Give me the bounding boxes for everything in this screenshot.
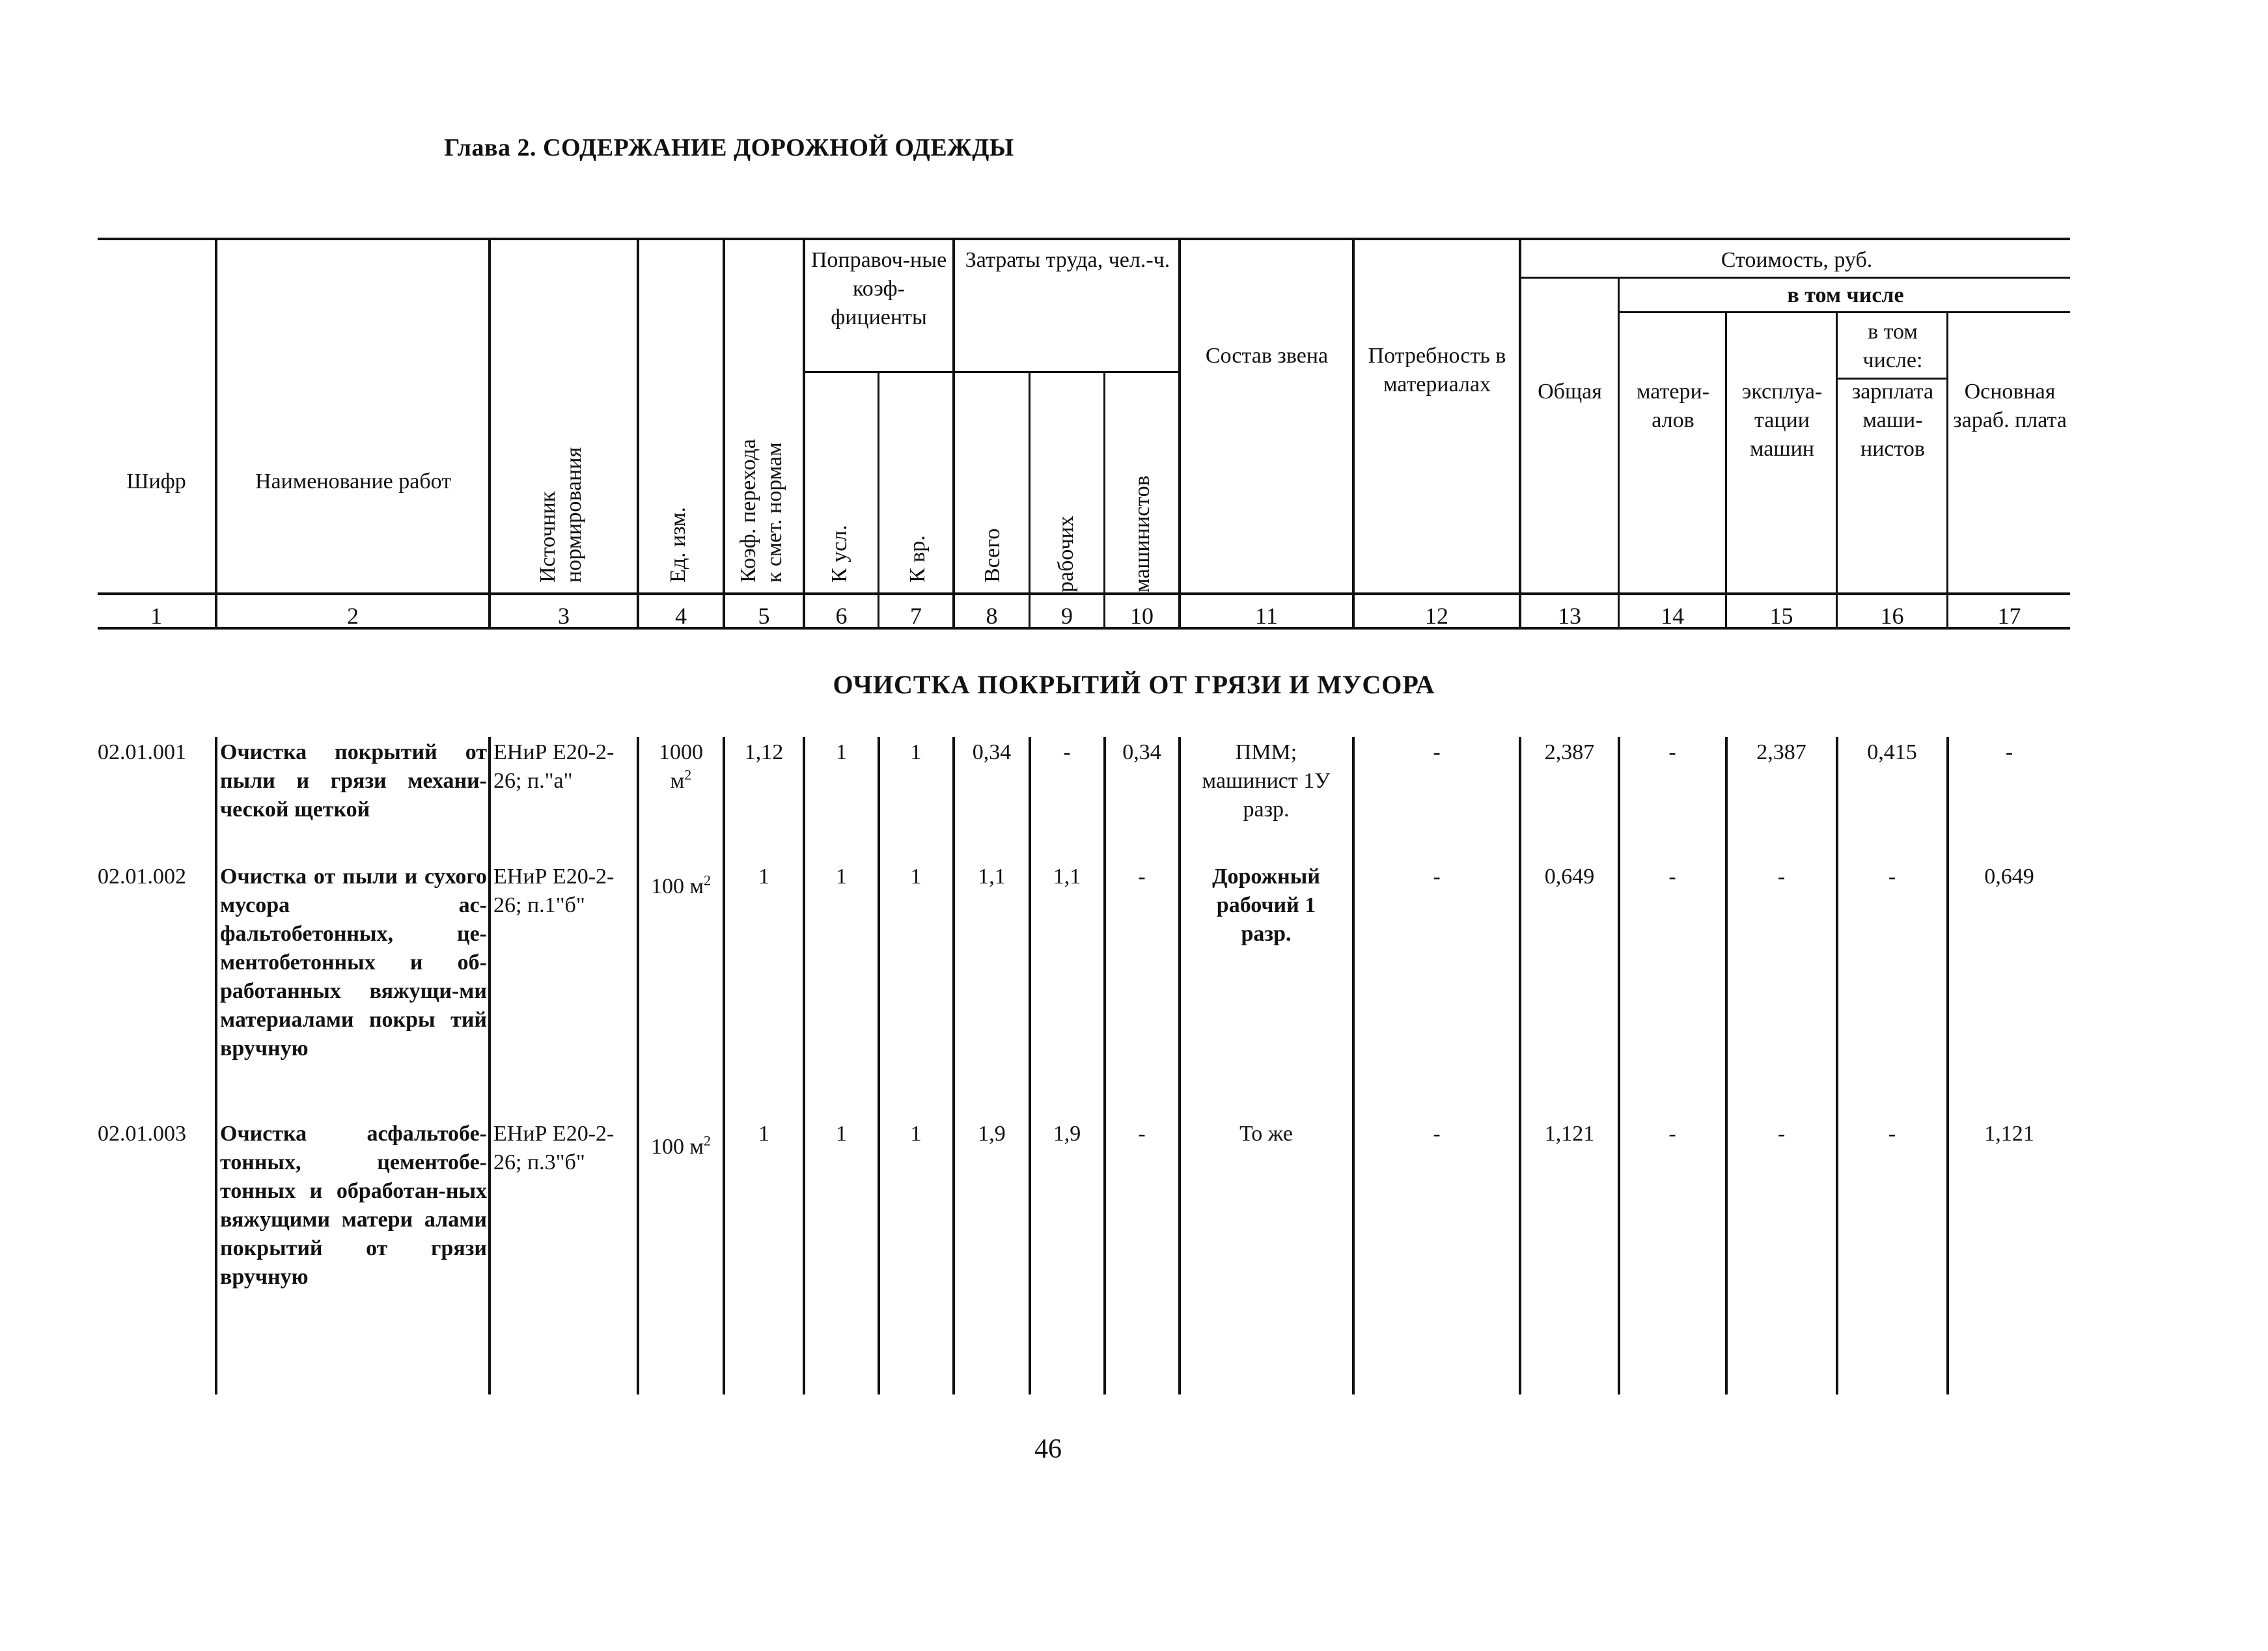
table-row-code: 02.01.003 [98,1122,186,1146]
table-row-cost-machines: - [1777,1122,1786,1146]
table-row-source: ЕНиР Е20-2-26; п.3"б" [493,1122,615,1174]
table-row-k-vr: 1 [910,740,922,764]
col-number: 17 [1997,603,2021,629]
table-row-labor-workers: 1,1 [1053,865,1081,889]
table-row-cost-base-wage: 0,649 [1984,865,2034,889]
body-divider [488,737,491,1394]
header-including: в том числе [1787,283,1904,307]
table-row-coef: 1 [758,865,769,889]
col-divider-9 [1103,371,1105,627]
header-unit: Ед. изм. [666,506,690,583]
page-number: 46 [1034,1434,1062,1464]
table-row-cost-machinist-wage: - [1888,1122,1896,1146]
body-divider [1178,737,1181,1394]
header-labor-total: Всего [980,528,1004,583]
table-row-cost-machines: 2,387 [1756,740,1806,764]
body-divider [1029,737,1031,1394]
col-number: 2 [347,603,359,629]
body-divider [1618,737,1620,1394]
table-row-labor-total: 1,1 [978,865,1006,889]
body-divider [878,737,880,1394]
col-number: 8 [986,603,998,629]
header-including-sub: в том числе: [1862,320,1923,372]
col-divider-2 [488,238,491,627]
header-k-usl: К усл. [827,525,851,583]
section-title: ОЧИСТКА ПОКРЫТИЙ ОТ ГРЯЗИ И МУСОРА [833,670,1435,699]
header-labor-workers: рабочих [1054,516,1078,592]
table-row-materials-need: - [1433,740,1441,764]
table-row-code: 02.01.002 [98,865,186,889]
col-divider-3 [637,238,639,627]
header-source: Источник нормирования [536,447,586,583]
col-divider-15 [1836,311,1838,627]
col-divider-16 [1946,311,1948,627]
table-row-labor-machinists: 0,34 [1122,740,1161,764]
col-divider-5 [803,238,805,627]
table-row-code: 02.01.001 [98,740,186,764]
header-correction-group: Поправоч-ные коэф-фициенты [810,248,947,329]
table-row-k-vr: 1 [910,1122,922,1146]
table-row-cost-base-wage: - [2005,740,2013,764]
table-row-k-usl: 1 [836,1122,847,1146]
table-row-k-usl: 1 [836,740,847,764]
table-row-name: Очистка покрытий от пыли и грязи механи-ческой щеткой [220,740,487,822]
table-row-cost-total: 0,649 [1544,865,1595,889]
header-cost-base-wage: Основная зараб. плата [1953,380,2067,432]
body-divider [1836,737,1838,1394]
col-divider-12 [1519,238,1521,627]
header-cost-group: Стоимость, руб. [1721,248,1873,272]
col-number: 4 [675,603,687,629]
table-row-cost-machinist-wage: - [1888,865,1896,889]
col-number: 12 [1425,603,1448,629]
col-divider-11 [1352,238,1355,627]
body-divider [1725,737,1728,1394]
col-number: 6 [835,603,848,629]
cost-group-subline [1520,277,2070,279]
col-divider-1 [215,238,217,627]
header-labor-group: Затраты труда, чел.-ч. [965,248,1170,272]
header-k-vr: К вр. [906,535,930,583]
table-row-labor-machinists: - [1138,865,1146,889]
table-row-cost-total: 2,387 [1544,740,1595,764]
table-row-cost-machinist-wage: 0,415 [1867,740,1917,764]
header-labor-machinists: машинистов [1130,475,1154,592]
table-row-crew: То же [1239,1122,1293,1146]
body-divider [215,737,217,1394]
table-row-crew: Дорожный рабочий 1 разр. [1212,865,1320,946]
col-divider-13 [1618,277,1620,627]
body-divider [952,737,955,1394]
header-crew: Состав звена [1205,344,1329,368]
table-row-cost-materials: - [1668,740,1676,764]
col-number: 10 [1130,603,1154,629]
header-cost-machines: эксплуа-тации машин [1741,380,1823,461]
table-row-k-vr: 1 [910,865,922,889]
col-number: 7 [910,603,922,629]
body-divider [637,737,639,1394]
table-row-name: Очистка асфальтобе-тонных, цементобе-тонных и обработан-ных вяжущими матери алами покрытий от грязи вручную [220,1122,487,1289]
body-divider [1946,737,1949,1394]
including-subline [1618,311,2070,313]
header-code: Шифр [126,469,186,493]
col-number: 9 [1061,603,1073,629]
table-row-unit: 1000 $м^2$ [659,740,703,793]
table-row-unit: 100 $м^2$ [650,1132,711,1159]
table-row-labor-machinists: - [1138,1122,1146,1146]
col-number: 5 [758,603,770,629]
col-divider-8 [1029,371,1030,627]
table-row-labor-workers: - [1063,740,1071,764]
body-divider [803,737,805,1394]
body-divider [1103,737,1106,1394]
body-divider [723,737,725,1394]
col-number: 13 [1558,603,1581,629]
table-row-k-usl: 1 [836,865,847,889]
chapter-title: Глава 2. СОДЕРЖАНИЕ ДОРОЖНОЙ ОДЕЖДЫ [444,134,1014,161]
table-row-crew: ПММ; машинист 1У разр. [1202,740,1331,822]
table-row-cost-base-wage: 1,121 [1984,1122,2034,1146]
header-cost-machinist-wage: зарплата маши-нистов [1851,380,1934,461]
header-materials-need: Потребность в материалах [1368,344,1506,396]
col-divider-4 [723,238,725,627]
header-bottom-border [98,592,2070,595]
body-divider [1519,737,1521,1394]
col-divider-6 [878,371,879,627]
table-row-cost-materials: - [1668,865,1676,889]
header-cost-materials: матери-алов [1637,380,1709,432]
header-coef: Коэф. перехода к смет. нормам [736,439,786,583]
table-row-labor-total: 0,34 [972,740,1012,764]
table-row-source: ЕНиР Е20-2-26; п.1"б" [493,865,615,917]
col-number: 1 [150,603,162,629]
col-divider-14 [1725,311,1727,627]
table-row-coef: 1,12 [744,740,784,764]
col-divider-10 [1178,238,1181,627]
table-row-labor-total: 1,9 [978,1122,1006,1146]
table-row-name: Очистка от пыли и сухого мусора ас-фальтобетонных, це-ментобетонных и об-работанных вяжущи-ми материалами покры тий вручную [220,865,487,1061]
table-row-cost-materials: - [1668,1122,1676,1146]
col-number: 16 [1880,603,1904,629]
table-row-source: ЕНиР Е20-2-26; п."а" [493,740,615,793]
header-work-name: Наименование работ [255,469,452,493]
col-number: 11 [1255,603,1278,629]
table-row-cost-machines: - [1777,865,1786,889]
col-number: 14 [1661,603,1684,629]
table-row-cost-total: 1,121 [1544,1122,1595,1146]
col-number: 3 [558,603,570,629]
body-divider [1352,737,1355,1394]
table-row-materials-need: - [1433,1122,1441,1146]
table-row-materials-need: - [1433,865,1441,889]
col-number: 15 [1769,603,1793,629]
table-row-unit: 100 $м^2$ [650,872,711,898]
col-divider-7 [952,238,955,627]
table-row-coef: 1 [758,1122,769,1146]
correction-labor-subline [804,371,1178,373]
header-top-border [98,238,2070,240]
header-cost-total: Общая [1538,380,1602,404]
table-row-labor-workers: 1,9 [1053,1122,1081,1146]
